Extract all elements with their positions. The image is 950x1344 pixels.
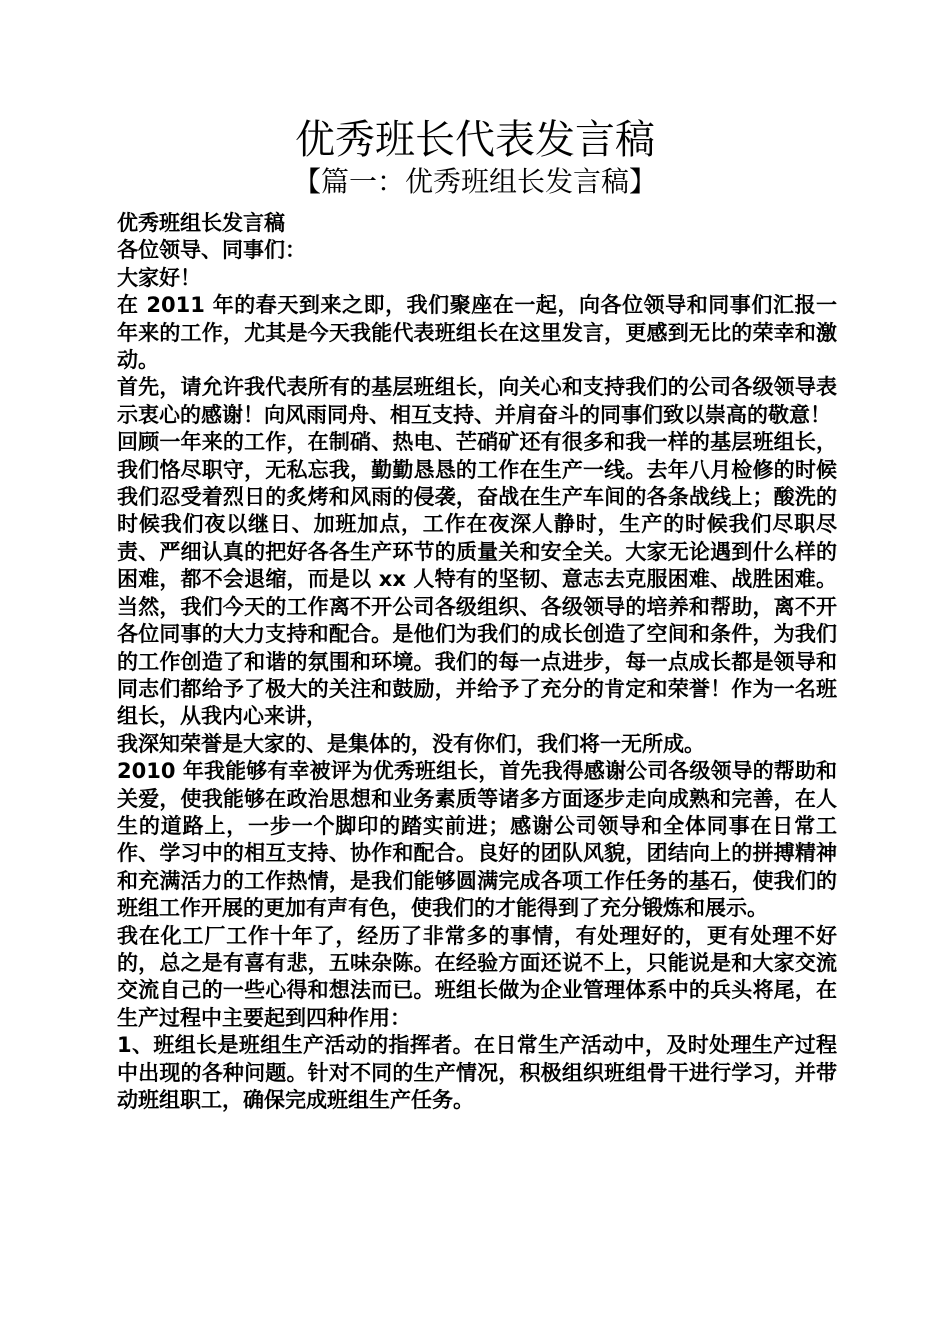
paragraph-review: 回顾一年来的工作，在制硝、热电、芒硝矿还有很多和我一样的基层班组长，我们恪尽职守，无私忘我，勤勤恳恳的工作在生产一线。去年八月检修的时候我们忍受着烈日的炙烤和风雨的侵袭，奋战在生产车间的各条战线上；酸洗的时候我们夜以继日、加班加点，工作在夜深人静时，生产的时候我们尽职尽责、严细认真的把好各各生产环节的质量关和安全关。大家无论遇到什么样的困难，都不会退缩，而是以 xx 人特有的坚韧、意志去克服困难、战胜困难。当然，我们今天的工作离不开公司各级组织、各级领导的培养和帮助，离不开各位同事的大力支持和配合。是他们为我们的成长创造了空间和条件，为我们的工作创造了和谐的氛围和环境。我们的每一点进步，每一点成长都是领导和同志们都给予了极大的关注和鼓励，并给予了充分的肯定和荣誉！作为一名班组长，从我内心来讲， <box>117 430 837 729</box>
paragraph-honor: 我深知荣誉是大家的、是集体的，没有你们，我们将一无所成。 <box>117 731 705 756</box>
paragraph-thanks: 首先，请允许我代表所有的基层班组长，向关心和支持我们的公司各级领导表示衷心的感谢！向风雨同舟、相互支持、并肩奋斗的同事们致以崇高的敬意！ <box>117 375 837 427</box>
document-body <box>117 210 837 1114</box>
paragraph-experience: 我在化工厂工作十年了，经历了非常多的事情，有处理好的，更有处理不好的，总之是有喜有悲，五味杂陈。在经验方面还说不上，只能说是和大家交流交流自己的一些心得和想法而已。班组长做为企业管理体系中的兵头将尾，在生产过程中主要起到四种作用： <box>117 923 837 1030</box>
paragraph-point-1: 1、班组长是班组生产活动的指挥者。在日常生产活动中，及时处理生产过程中出现的各种问题。针对不同的生产情况，积极组织班组骨干进行学习，并带动班组职工，确保完成班组生产任务。 <box>117 1033 837 1112</box>
paragraph-salutation: 各位领导、同事们： <box>117 238 306 263</box>
document-subtitle: 【篇一：优秀班组长发言稿】 <box>292 165 657 198</box>
paragraph-heading: 优秀班组长发言稿 <box>117 211 285 235</box>
paragraph-intro: 在 2011 年的春天到来之即，我们聚座在一起，向各位领导和同事们汇报一年来的工作，尤其是今天我能代表班组长在这里发言，更感到无比的荣幸和激动。 <box>117 293 837 373</box>
paragraph-greeting: 大家好！ <box>117 265 201 290</box>
paragraph-award: 2010 年我能够有幸被评为优秀班组长，首先我得感谢公司各级领导的帮助和关爱，使我能够在政治思想和业务素质等诸多方面逐步走向成熟和完善，在人生的道路上，一步一个脚印的踏实前进；感谢公司领导和全体同事在日常工作、学习中的相互支持、协作和配合。良好的团队风貌，团结向上的拼搏精神和充满活力的工作热情，是我们能够圆满完成各项工作任务的基石，使我们的班组工作开展的更加有声有色，使我们的才能得到了充分锻炼和展示。 <box>117 759 837 921</box>
document-title: 优秀班长代表发言稿 <box>295 117 655 163</box>
